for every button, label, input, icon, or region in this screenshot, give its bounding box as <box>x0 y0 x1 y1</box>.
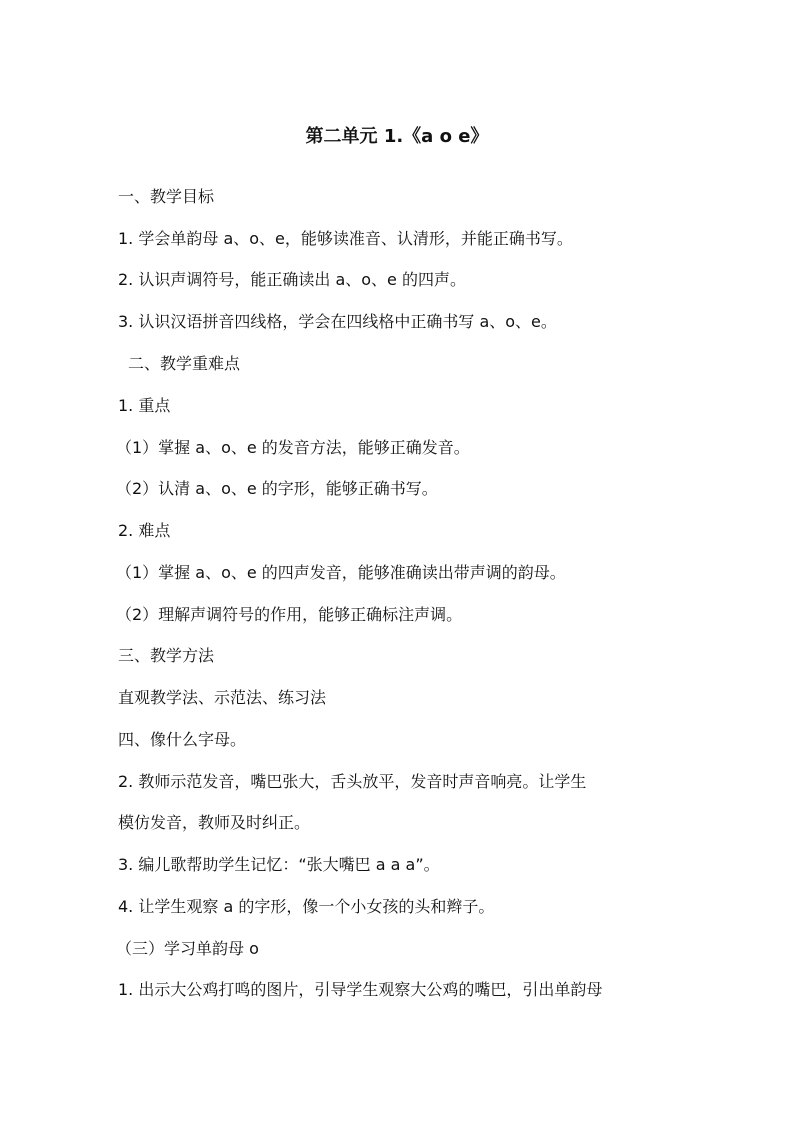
difficult-point-item-1: （1）掌握 a、o、e 的四声发音，能够准确读出带声调的韵母。 <box>116 563 566 582</box>
goal-item-1: 1. 学会单韵母 a、o、e，能够读准音、认清形，并能正确书写。 <box>118 229 573 248</box>
step-item-3: 3. 编儿歌帮助学生记忆：“张大嘴巴 a a a”。 <box>118 855 440 874</box>
learn-o-item-1: 1. 出示大公鸡打鸣的图片，引导学生观察大公鸡的嘴巴，引出单韵母 <box>118 980 603 999</box>
key-point-item-1: （1）掌握 a、o、e 的发音方法，能够正确发音。 <box>116 438 470 457</box>
step-item-2: 2. 教师示范发音，嘴巴张大，舌头放平，发音时声音响亮。让学生 <box>118 772 587 791</box>
difficult-point-item-2: （2）理解声调符号的作用，能够正确标注声调。 <box>116 605 463 624</box>
key-point-item-2: （2）认清 a、o、e 的字形，能够正确书写。 <box>116 479 438 498</box>
section-heading-teaching-methods: 三、教学方法 <box>118 646 215 665</box>
step-item-2-continued: 模仿发音，教师及时纠正。 <box>118 813 311 832</box>
subheading-learn-o: （三）学习单韵母 o <box>116 939 259 958</box>
goal-item-2: 2. 认识声调符号，能正确读出 a、o、e 的四声。 <box>118 270 466 289</box>
section-heading-key-points: 二、教学重难点 <box>128 354 241 373</box>
document-title: 第二单元 1.《a o e》 <box>305 126 489 147</box>
teaching-methods-text: 直观教学法、示范法、练习法 <box>118 688 327 707</box>
step-item-4: 4. 让学生观察 a 的字形，像一个小女孩的头和辫子。 <box>118 897 495 916</box>
subheading-difficult-point: 2. 难点 <box>118 521 171 540</box>
subheading-key-point: 1. 重点 <box>118 396 171 415</box>
section-heading-teaching-goals: 一、教学目标 <box>118 187 215 206</box>
goal-item-3: 3. 认识汉语拼音四线格，学会在四线格中正确书写 a、o、e。 <box>118 312 557 331</box>
section-heading-four: 四、像什么字母。 <box>118 730 247 749</box>
